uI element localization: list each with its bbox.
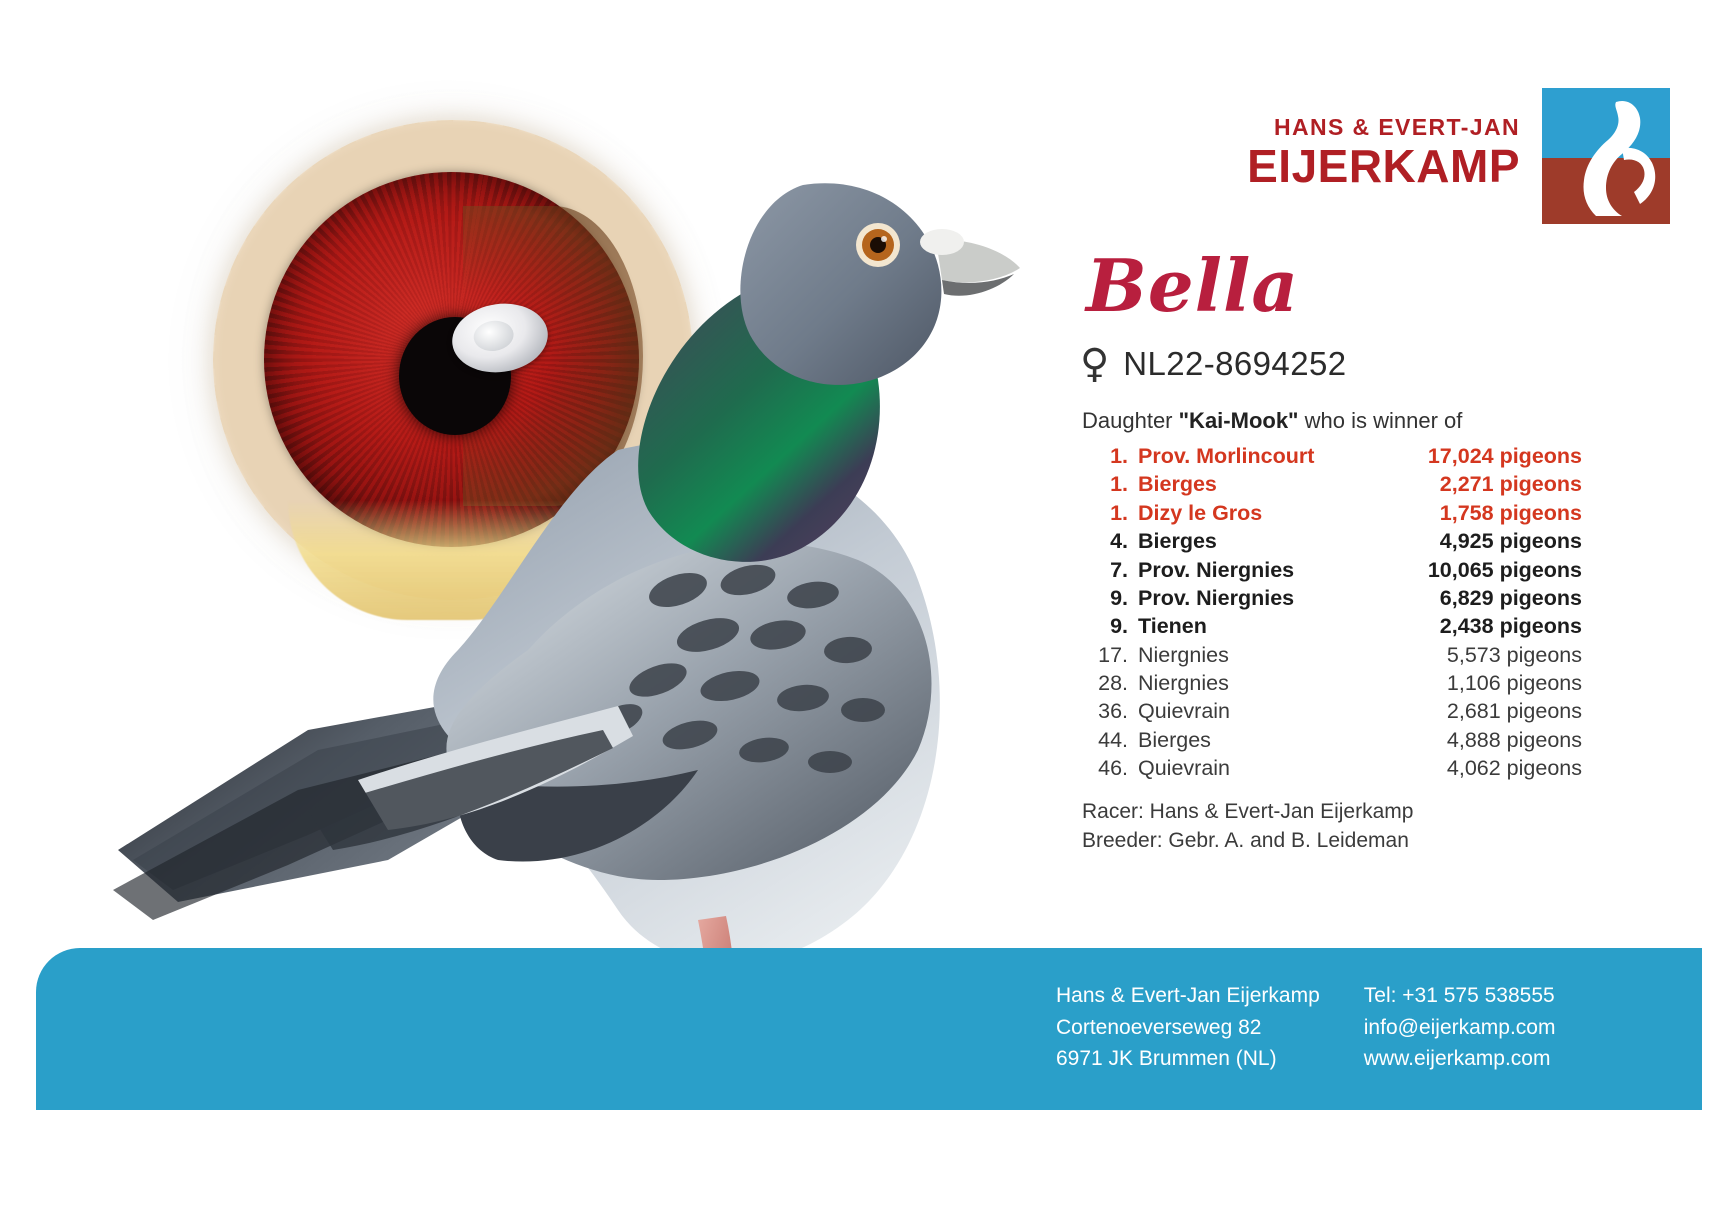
result-place: Prov. Morlincourt: [1138, 444, 1315, 468]
result-rank: 17.: [1098, 642, 1128, 667]
result-count: 6,829 pigeons: [1439, 585, 1582, 610]
result-place: Niergnies: [1138, 642, 1229, 667]
result-place: Quievrain: [1138, 756, 1231, 781]
brand-logo-text: [1247, 116, 1520, 190]
parent-name: "Kai-Mook": [1178, 408, 1299, 433]
result-rank: 4.: [1110, 529, 1128, 554]
logo-bird-silhouette-icon: [1542, 88, 1670, 224]
footer-address-line1: Hans & Evert-Jan Eijerkamp: [1056, 984, 1320, 1007]
result-rank: 9.: [1110, 614, 1128, 639]
result-rank: 46.: [1098, 756, 1128, 781]
result-rank: 28.: [1098, 671, 1128, 695]
pedigree-suffix: who is winner of: [1298, 408, 1463, 433]
pedigree-line: [1082, 408, 1588, 434]
table-row: [1082, 442, 1582, 470]
table-row: [1082, 669, 1582, 697]
footer-address-line2: Cortenoeverseweg 82: [1056, 1015, 1262, 1039]
brand-logo-line2: EIJERKAMP: [1247, 140, 1520, 192]
result-place: Niergnies: [1138, 671, 1229, 695]
footer-email[interactable]: info@eijerkamp.com: [1363, 1015, 1556, 1039]
pigeon-mark-icon: [1542, 88, 1670, 224]
result-count: 2,271 pigeons: [1439, 472, 1582, 497]
table-row: [1082, 527, 1582, 555]
footer-bar: [36, 948, 1702, 1110]
brand-logo: [1247, 82, 1670, 222]
result-count: 17,024 pigeons: [1427, 444, 1582, 468]
result-place: Prov. Niergnies: [1138, 585, 1295, 610]
result-rank: 9.: [1110, 585, 1128, 610]
result-place: Dizy le Gros: [1138, 500, 1263, 525]
result-rank: 1.: [1110, 444, 1128, 468]
result-count: 1,106 pigeons: [1446, 671, 1582, 695]
ring-number: NL22-8694252: [1123, 345, 1347, 382]
result-count: 10,065 pigeons: [1427, 557, 1582, 582]
result-count: 4,925 pigeons: [1439, 529, 1582, 554]
page-title: Bella: [1086, 243, 1300, 328]
footer-address-line3: 6971 JK Brummen (NL): [1056, 1047, 1277, 1070]
credits: [1082, 797, 1588, 857]
result-place: Bierges: [1138, 529, 1217, 554]
racer-line: Racer: Hans & Evert-Jan Eijerkamp: [1082, 799, 1414, 823]
pigeon-info-panel: [1068, 243, 1588, 856]
result-place: Tienen: [1138, 614, 1207, 639]
result-place: Bierges: [1138, 727, 1211, 752]
card: [18, 10, 1702, 1162]
result-count: 2,681 pigeons: [1446, 699, 1582, 724]
footer-phone: Tel: +31 575 538555: [1363, 984, 1555, 1007]
result-rank: 7.: [1110, 557, 1128, 582]
footer-content: [1056, 980, 1555, 1075]
result-place: Prov. Niergnies: [1138, 557, 1295, 582]
table-row: [1082, 584, 1582, 612]
table-row: [1082, 697, 1582, 725]
result-count: 2,438 pigeons: [1439, 614, 1582, 639]
result-count: 4,888 pigeons: [1446, 727, 1582, 752]
pedigree-prefix: Daughter: [1082, 408, 1179, 433]
result-place: Bierges: [1138, 472, 1217, 497]
table-row: [1082, 641, 1582, 669]
footer-website[interactable]: www.eijerkamp.com: [1363, 1047, 1551, 1070]
table-row: [1082, 470, 1582, 498]
female-sex-icon: ♀: [1080, 341, 1110, 387]
table-row: [1082, 499, 1582, 527]
ring-row: [1080, 341, 1588, 387]
result-rank: 44.: [1098, 727, 1128, 752]
table-row: [1082, 556, 1582, 584]
result-count: 5,573 pigeons: [1446, 642, 1582, 667]
brand-logo-line1: HANS & EVERT-JAN: [1273, 114, 1520, 140]
breeder-line: Breeder: Gebr. A. and B. Leideman: [1082, 829, 1409, 853]
result-place: Quievrain: [1138, 699, 1231, 724]
table-row: [1082, 726, 1582, 754]
result-rank: 36.: [1098, 699, 1128, 724]
table-row: [1082, 612, 1582, 640]
result-rank: 1.: [1110, 500, 1128, 525]
result-rank: 1.: [1110, 472, 1128, 497]
result-count: 4,062 pigeons: [1446, 756, 1582, 781]
result-count: 1,758 pigeons: [1439, 500, 1582, 525]
results-list: [1082, 442, 1582, 783]
footer-address: [1056, 980, 1320, 1075]
footer-contact: [1364, 980, 1556, 1075]
table-row: [1082, 754, 1582, 782]
